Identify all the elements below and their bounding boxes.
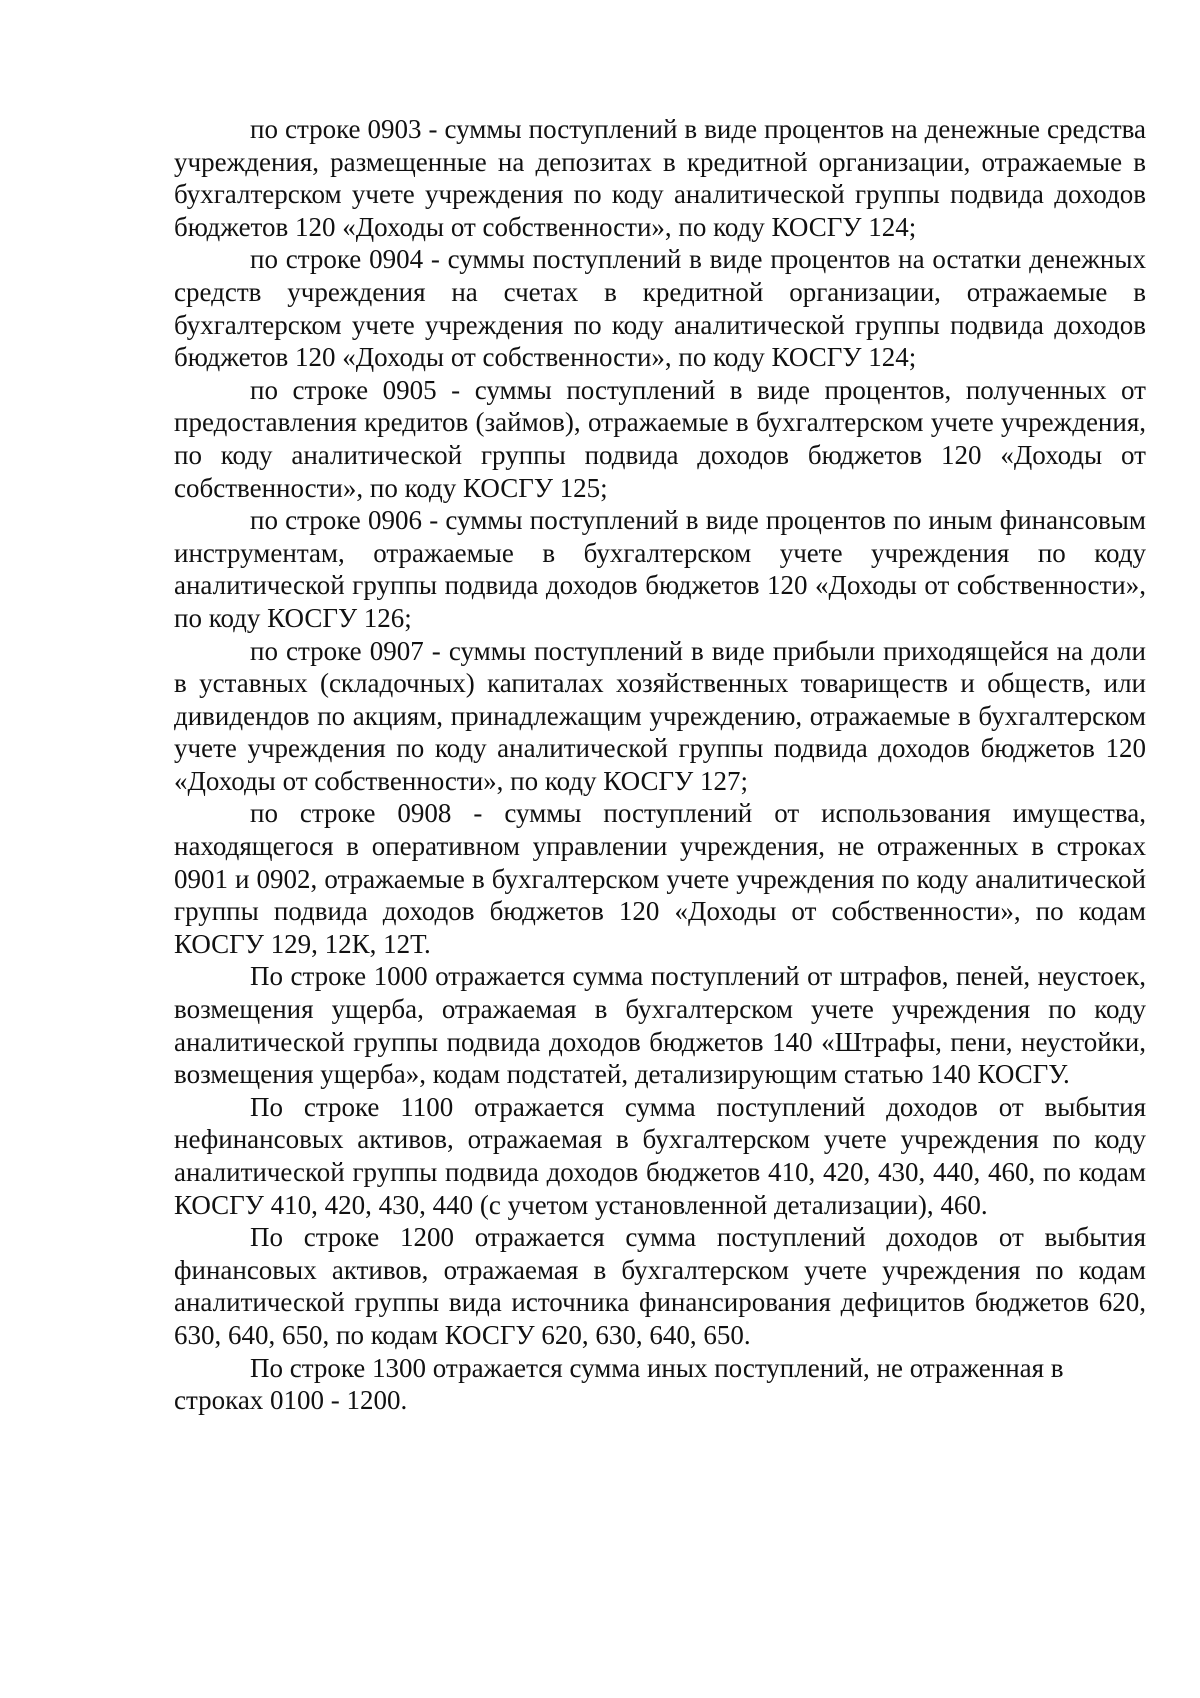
paragraph-row-1100: По строке 1100 отражается сумма поступлений доходов от выбытия нефинансовых активов, отражаемая в бухгалтерском учете учреждения по коду аналитической группы подвида доходов бюджетов 410, 420, 430, 440, 460, по кодам КОСГУ 410, 420, 430, 440 (с учетом установленной детализации), 460. xyxy=(174,1091,1146,1220)
paragraph-row-0904: по строке 0904 - суммы поступлений в виде процентов на остатки денежных средств учреждения на счетах в кредитной организации, отражаемые в бухгалтерском учете учреждения по коду аналитической группы подвида доходов бюджетов 120 «Доходы от собственности», по коду КОСГУ 124; xyxy=(174,244,1146,373)
paragraph-row-0903: по строке 0903 - суммы поступлений в виде процентов на денежные средства учреждения, размещенные на депозитах в кредитной организации, отражаемые в бухгалтерском учете учреждения по коду аналитической группы подвида доходов бюджетов 120 «Доходы от собственности», по коду КОСГУ 124; xyxy=(174,114,1146,242)
paragraph-row-0905: по строке 0905 - суммы поступлений в виде процентов, полученных от предоставления кредитов (займов), отражаемые в бухгалтерском учете учреждения, по коду аналитической группы подвида доходов бюджетов 120 «Доходы от собственности», по коду КОСГУ 125; xyxy=(174,374,1146,503)
paragraph-row-1300: По строке 1300 отражается сумма иных поступлений, не отраженная в строках 0100 - 1200. xyxy=(174,1352,1064,1416)
paragraph-row-0907: по строке 0907 - суммы поступлений в виде прибыли приходящейся на доли в уставных (складочных) капиталах хозяйственных товариществ и обществ, или дивидендов по акциям, принадлежащим учреждению, отражаемые в бухгалтерском учете учреждения по коду аналитической группы подвида доходов бюджетов 120 «Доходы от собственности», по коду КОСГУ 127; xyxy=(174,635,1146,796)
paragraph-row-0908: по строке 0908 - суммы поступлений от использования имущества, находящегося в оперативном управлении учреждения, не отраженных в строках 0901 и 0902, отражаемые в бухгалтерском учете учреждения по коду аналитической группы подвида доходов бюджетов 120 «Доходы от собственности», по кодам КОСГУ 129, 12К, 12Т. xyxy=(174,798,1146,959)
paragraph-row-1000: По строке 1000 отражается сумма поступлений от штрафов, пеней, неустоек, возмещения ущерба, отражаемая в бухгалтерском учете учреждения по коду аналитической группы подвида доходов бюджетов 140 «Штрафы, пени, неустойки, возмещения ущерба», кодам подстатей, детализирующим статью 140 КОСГУ. xyxy=(174,961,1146,1090)
document-page xyxy=(174,113,1146,1417)
paragraph-row-0906: по строке 0906 - суммы поступлений в виде процентов по иным финансовым инструментам, отражаемые в бухгалтерском учете учреждения по коду аналитической группы подвида доходов бюджетов 120 «Доходы от собственности», по коду КОСГУ 126; xyxy=(174,505,1146,633)
paragraph-row-1200: По строке 1200 отражается сумма поступлений доходов от выбытия финансовых активов, отражаемая в бухгалтерском учете учреждения по кодам аналитической группы вида источника финансирования дефицитов бюджетов 620, 630, 640, 650, по кодам КОСГУ 620, 630, 640, 650. xyxy=(174,1222,1146,1350)
